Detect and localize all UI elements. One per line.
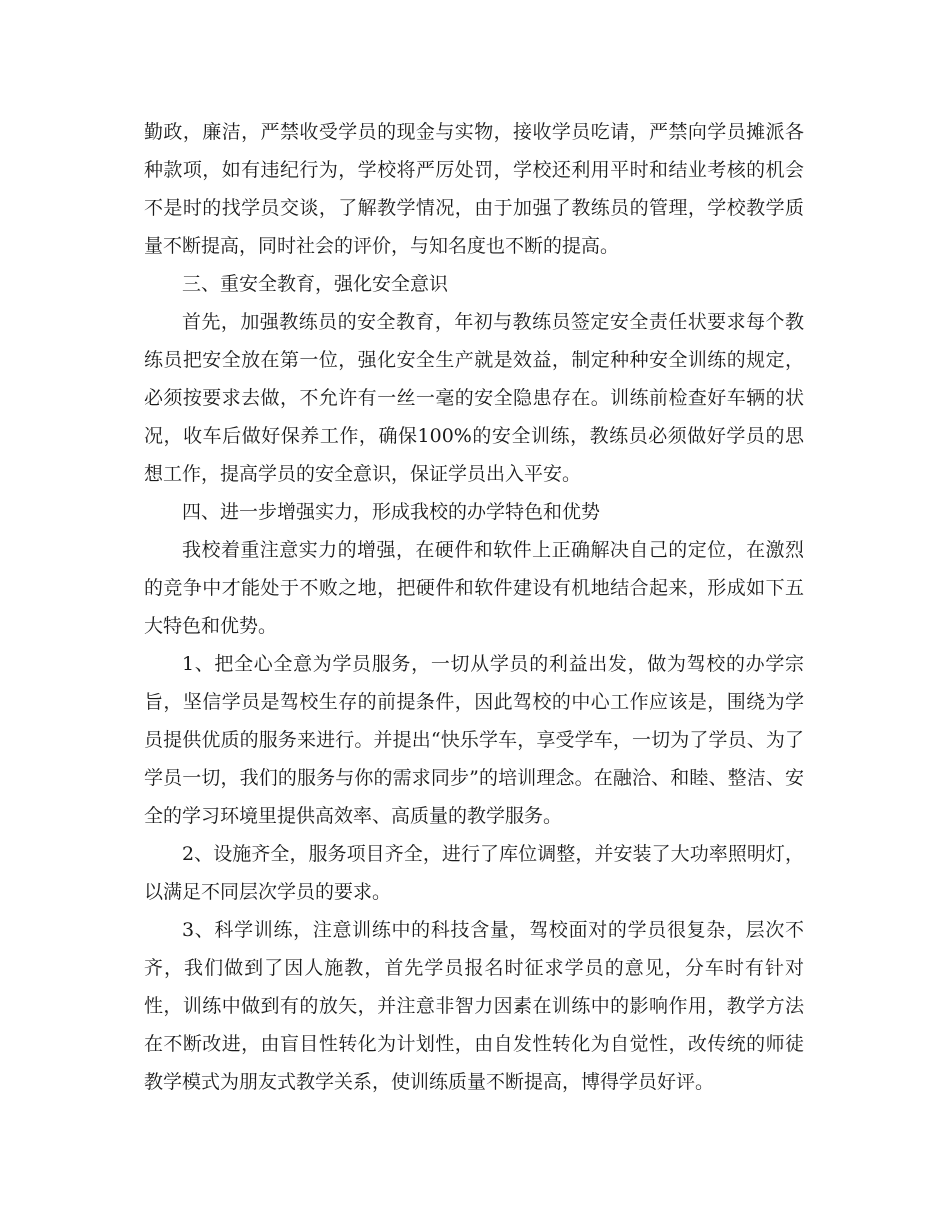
body-paragraph: 首先，加强教练员的安全教育，年初与教练员签定安全责任状要求每个教练员把安全放在第一位，强化安全生产就是效益，制定种种安全训练的规定，必须按要求去做，不允许有一丝一毫的安全隐患存在。训练前检查好车辆的状况，收车后做好保养工作，确保100%的安全训练，教练员必须做好学员的思想工作，提高学员的安全意识，保证学员出入平安。 — [144, 311, 804, 485]
list-item-paragraph: 1、把全心全意为学员服务，一切从学员的利益出发，做为驾校的办学宗旨，坚信学员是驾校生存的前提条件，因此驾校的中心工作应该是，围绕为学员提供优质的服务来进行。并提出“快乐学车，享受学车，一切为了学员、为了学员一切，我们的服务与你的需求同步”的培训理念。在融洽、和睦、整洁、安全的学习环境里提供高效率、高质量的教学服务。 — [144, 653, 804, 827]
section-heading: 三、重安全教育，强化安全意识 — [182, 273, 449, 295]
body-paragraph: 我校着重注意实力的增强，在硬件和软件上正确解决自己的定位，在激烈的竞争中才能处于不败之地，把硬件和软件建设有机地结合起来，形成如下五大特色和优势。 — [144, 539, 804, 637]
section-heading: 四、进一步增强实力，形成我校的办学特色和优势 — [182, 501, 601, 523]
list-item-paragraph: 3、科学训练，注意训练中的科技含量，驾校面对的学员很复杂，层次不齐，我们做到了因人施教，首先学员报名时征求学员的意见，分车时有针对性，训练中做到有的放矢，并注意非智力因素在训练中的影响作用，教学方法在不断改进，由盲目性转化为计划性，由自发性转化为自觉性，改传统的师徒教学模式为朋友式教学关系，使训练质量不断提高，博得学员好评。 — [144, 919, 804, 1093]
document-body — [144, 113, 804, 1101]
list-item-paragraph: 2、设施齐全，服务项目齐全，进行了库位调整，并安装了大功率照明灯，以满足不同层次学员的要求。 — [144, 843, 804, 903]
body-paragraph: 勤政，廉洁，严禁收受学员的现金与实物，接收学员吃请，严禁向学员摊派各种款项，如有违纪行为，学校将严厉处罚，学校还利用平时和结业考核的机会不是时的找学员交谈，了解教学情况，由于加强了教练员的管理，学校教学质量不断提高，同时社会的评价，与知名度也不断的提高。 — [144, 121, 804, 257]
